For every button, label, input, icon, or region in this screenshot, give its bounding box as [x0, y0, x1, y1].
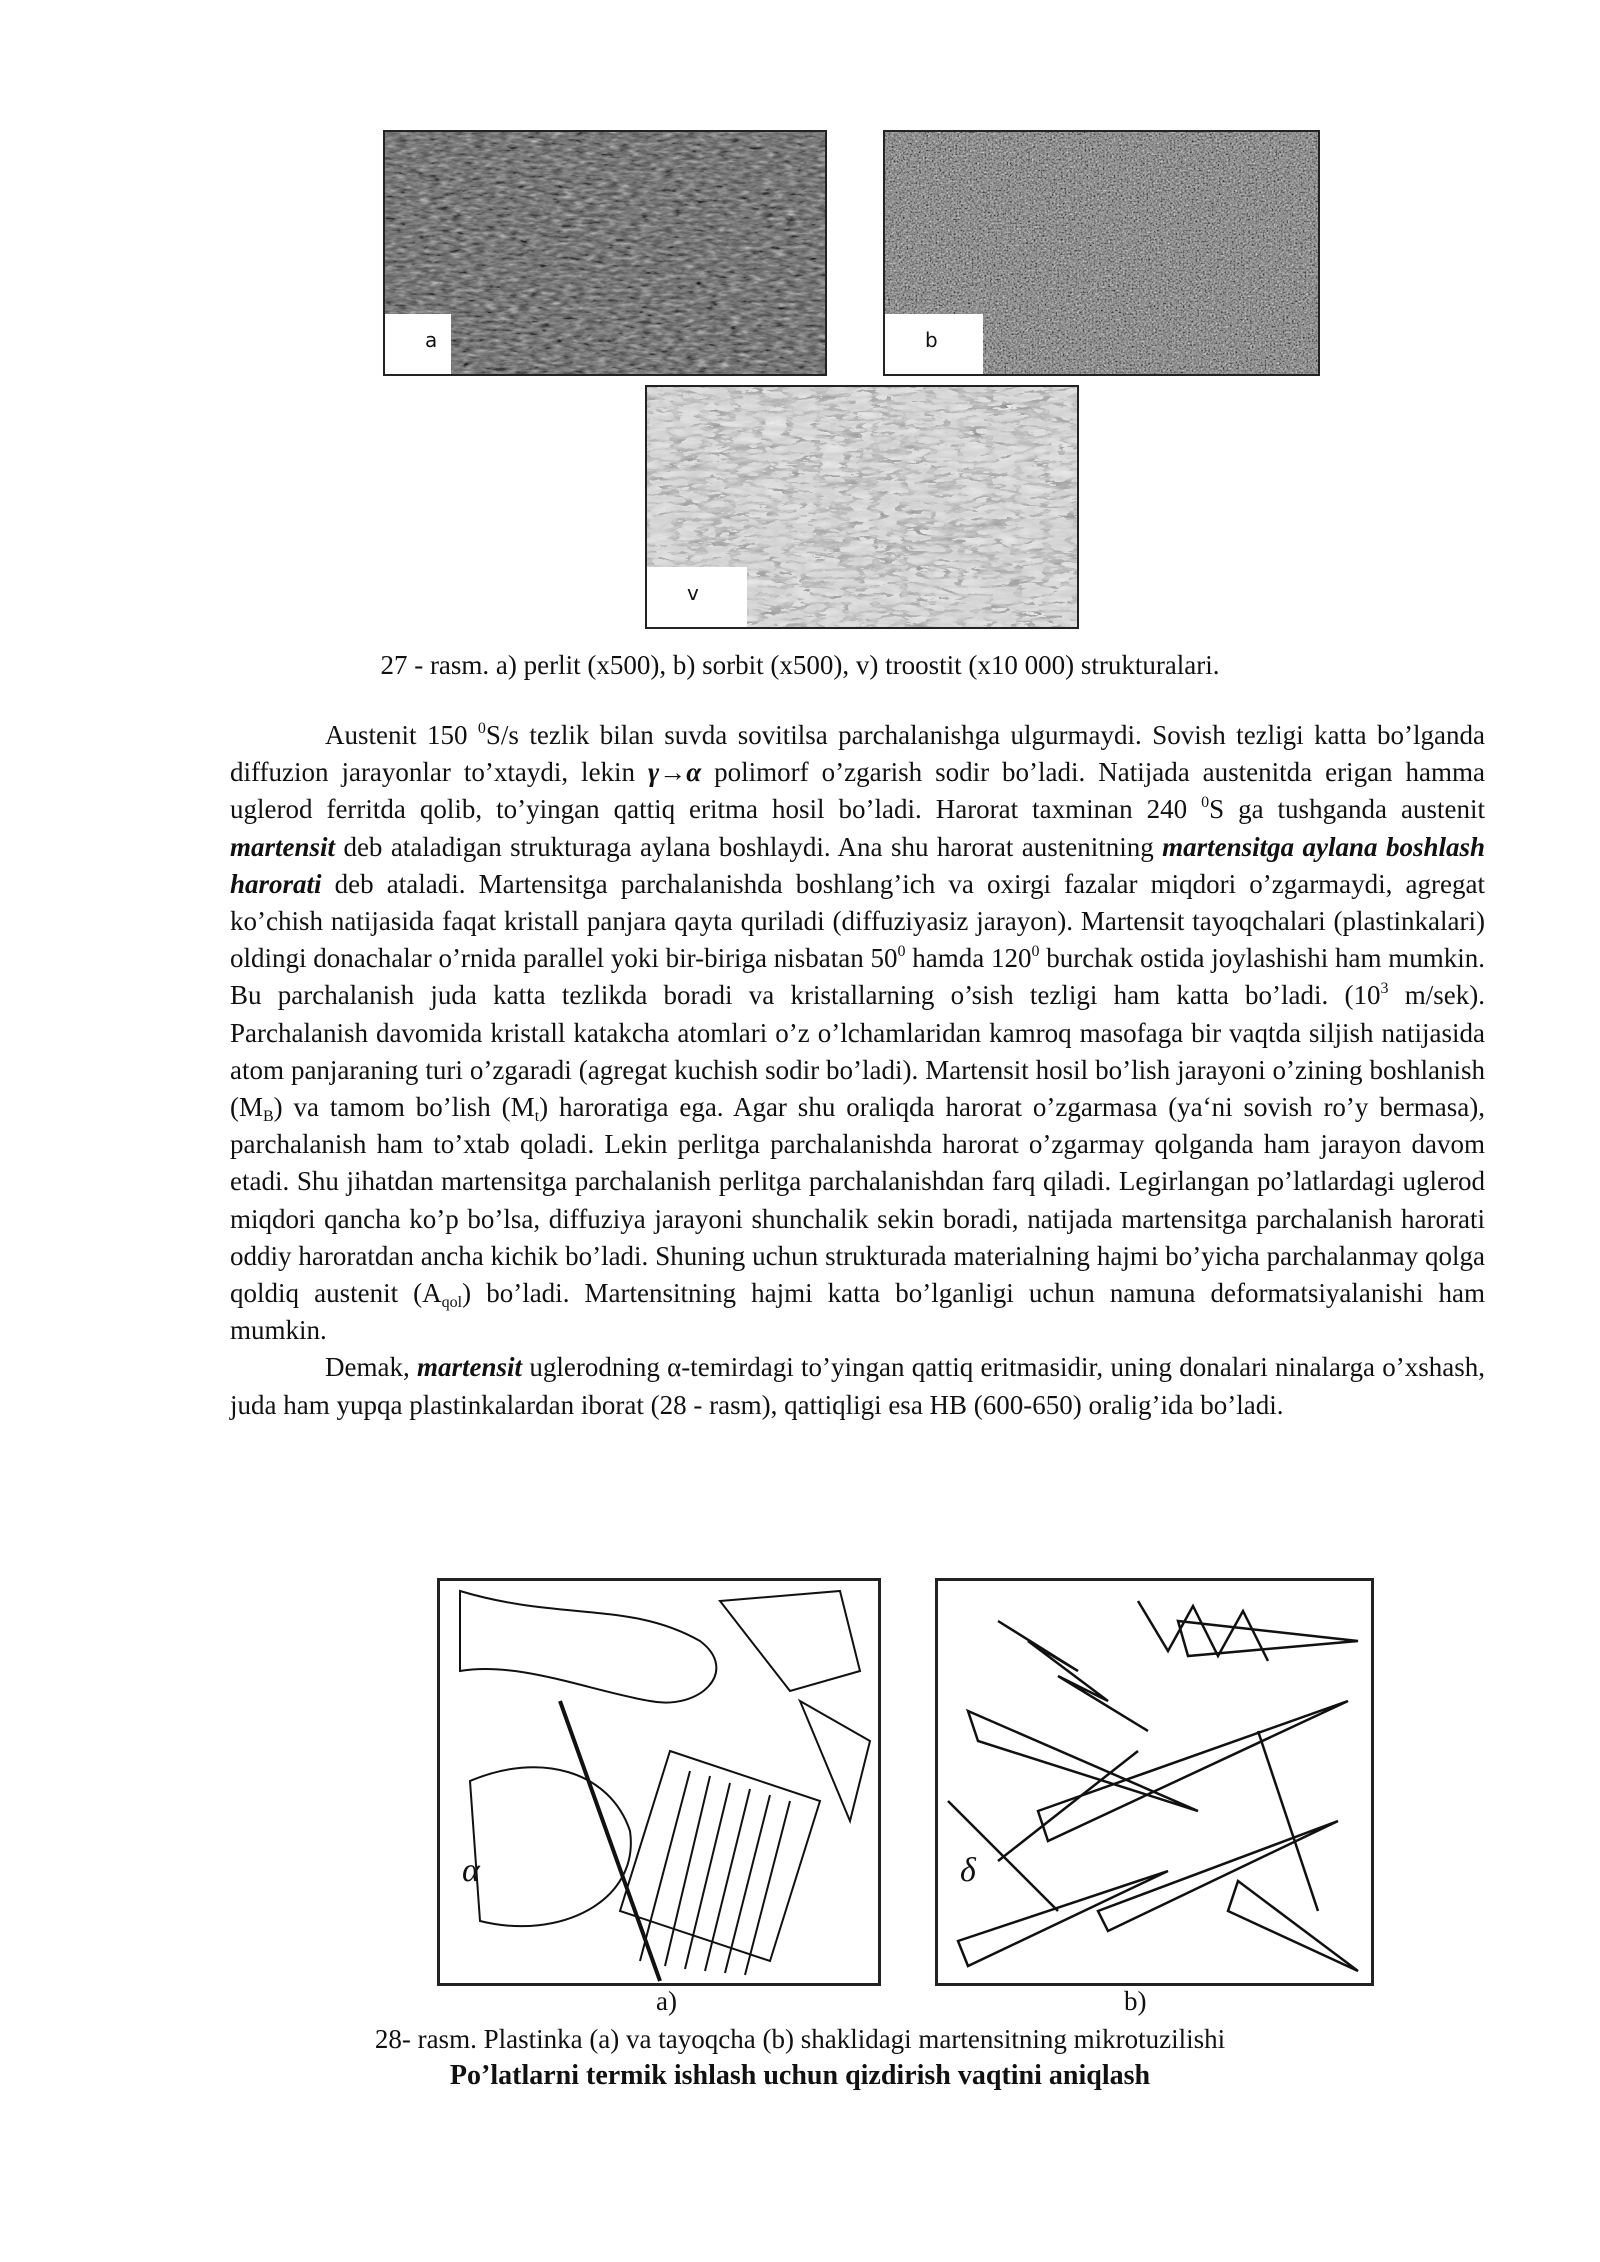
figure-28-sublabel-b: b) — [1124, 1986, 1147, 2016]
section-title: Po’latlarni termik ishlash uchun qizdirish vaqtini aniqlash — [449, 2060, 1151, 2091]
panel-label-a: a — [425, 328, 438, 352]
paragraph-martensite-definition: Demak, martensit uglerodning α-temirdagi to’yingan qattiq eritmasidir, uning donalari ninalarga o’xshash, juda ham yupqa plastinkalardan iborat (28 - rasm), qattiqligi esa HB (600-650) oralig’ida bo’ladi. — [230, 1352, 1486, 1420]
figure-28-caption: 28- rasm. Plastinka (a) va tayoqcha (b) shaklidagi martensitning mikrotuzilishi — [374, 2024, 1226, 2054]
micrograph-pearlite-image — [385, 132, 825, 374]
panel-label-b: b — [925, 328, 938, 352]
figure-28-sublabel-a: a) — [656, 1986, 677, 2016]
body-text — [230, 717, 1485, 1424]
figure-27-caption: 27 - rasm. a) perlit (x500), b) sorbit (x500), v) troostit (x10 000) strukturalari. — [380, 650, 1220, 680]
drawing-martensite-needle — [935, 1578, 1374, 1986]
drawing-martensite-plate-image — [440, 1581, 878, 1983]
svg-text:α: α — [462, 1852, 480, 1889]
micrograph-troostite — [645, 385, 1079, 629]
drawing-martensite-plate — [437, 1578, 881, 1986]
drawing-martensite-needle-image — [938, 1581, 1371, 1983]
micrograph-sorbite-image — [885, 132, 1318, 374]
micrograph-sorbite — [883, 130, 1320, 376]
micrograph-troostite-image — [647, 387, 1077, 627]
svg-text:δ: δ — [960, 1852, 976, 1889]
paragraph-austenite-martensite: Austenit 150 $^0$S/s tezlik bilan suvda sovitilsa parchalanishga ulgurmaydi. Sovish tezligi katta bo’lganda diffuzion jarayonlar to’xtaydi, lekin γ→α polimorf o’zgarish sodir bo’ladi. Natijada austenitda erigan hamma uglerod ferritda qolib, to’yingan qattiq eritma hosil bo’ladi. Harorat taxminan 240 $^0$S ga tushganda austenit martensit deb ataladigan strukturaga aylana boshlaydi. Ana shu harorat austenitning martensitga aylana boshlash harorati deb ataladi. Martensitga parchalanishda boshlang’ich va oxirgi fazalar miqdori o’zgarmaydi, agregat ko’chish natijasida faqat kristall panjara qayta quriladi (diffuziyasiz jarayon). Martensit tayoqchalari (plastinkalari) oldingi donachalar o’rnida parallel yoki bir-biriga nisbatan $50^0$ hamda $120^0$ burchak ostida joylashishi ham mumkin. Bu parchalanish juda katta tezlikda boradi va kristallarning o’sish tezligi ham katta bo’ladi. ($10^3$ m/sek). Parchalanish davomida kristall katakcha atomlari o’z o’lchamlaridan kamroq masofaga bir vaqtda siljish natijasida atom panjaraning turi o’zgaradi (agregat kuchish sodir bo’ladi). Martensit hosil bo’lish jarayoni o’zining boshlanish $(M_B)$ va tamom bo’lish $(M_t)$ haroratiga ega. Agar shu oraliqda harorat o’zgarmasa (ya‘ni sovish ro’y bermasa), parchalanish ham to’xtab qoladi. Lekin perlitga parchalanishda harorat o’zgarmay qolganda ham jarayon davom etadi. Shu jihatdan martensitga parchalanish perlitga parchalanishdan farq qiladi. Legirlangan po’latlardagi uglerod miqdori qancha ko’p bo’lsa, diffuziya jarayoni shunchalik sekin boradi, natijada martensitga parchalanish harorati oddiy haroratdan ancha kichik bo’ladi. Shuning uchun strukturada materialning hajmi bo’yicha parchalanmay qolga qoldiq austenit $(A_{qol})$ bo’ladi. Martensitning hajmi katta bo’lganligi uchun namuna deformatsiyalanishi ham mumkin. — [230, 720, 1486, 1346]
micrograph-pearlite — [383, 130, 827, 376]
panel-label-v: v — [687, 581, 699, 605]
